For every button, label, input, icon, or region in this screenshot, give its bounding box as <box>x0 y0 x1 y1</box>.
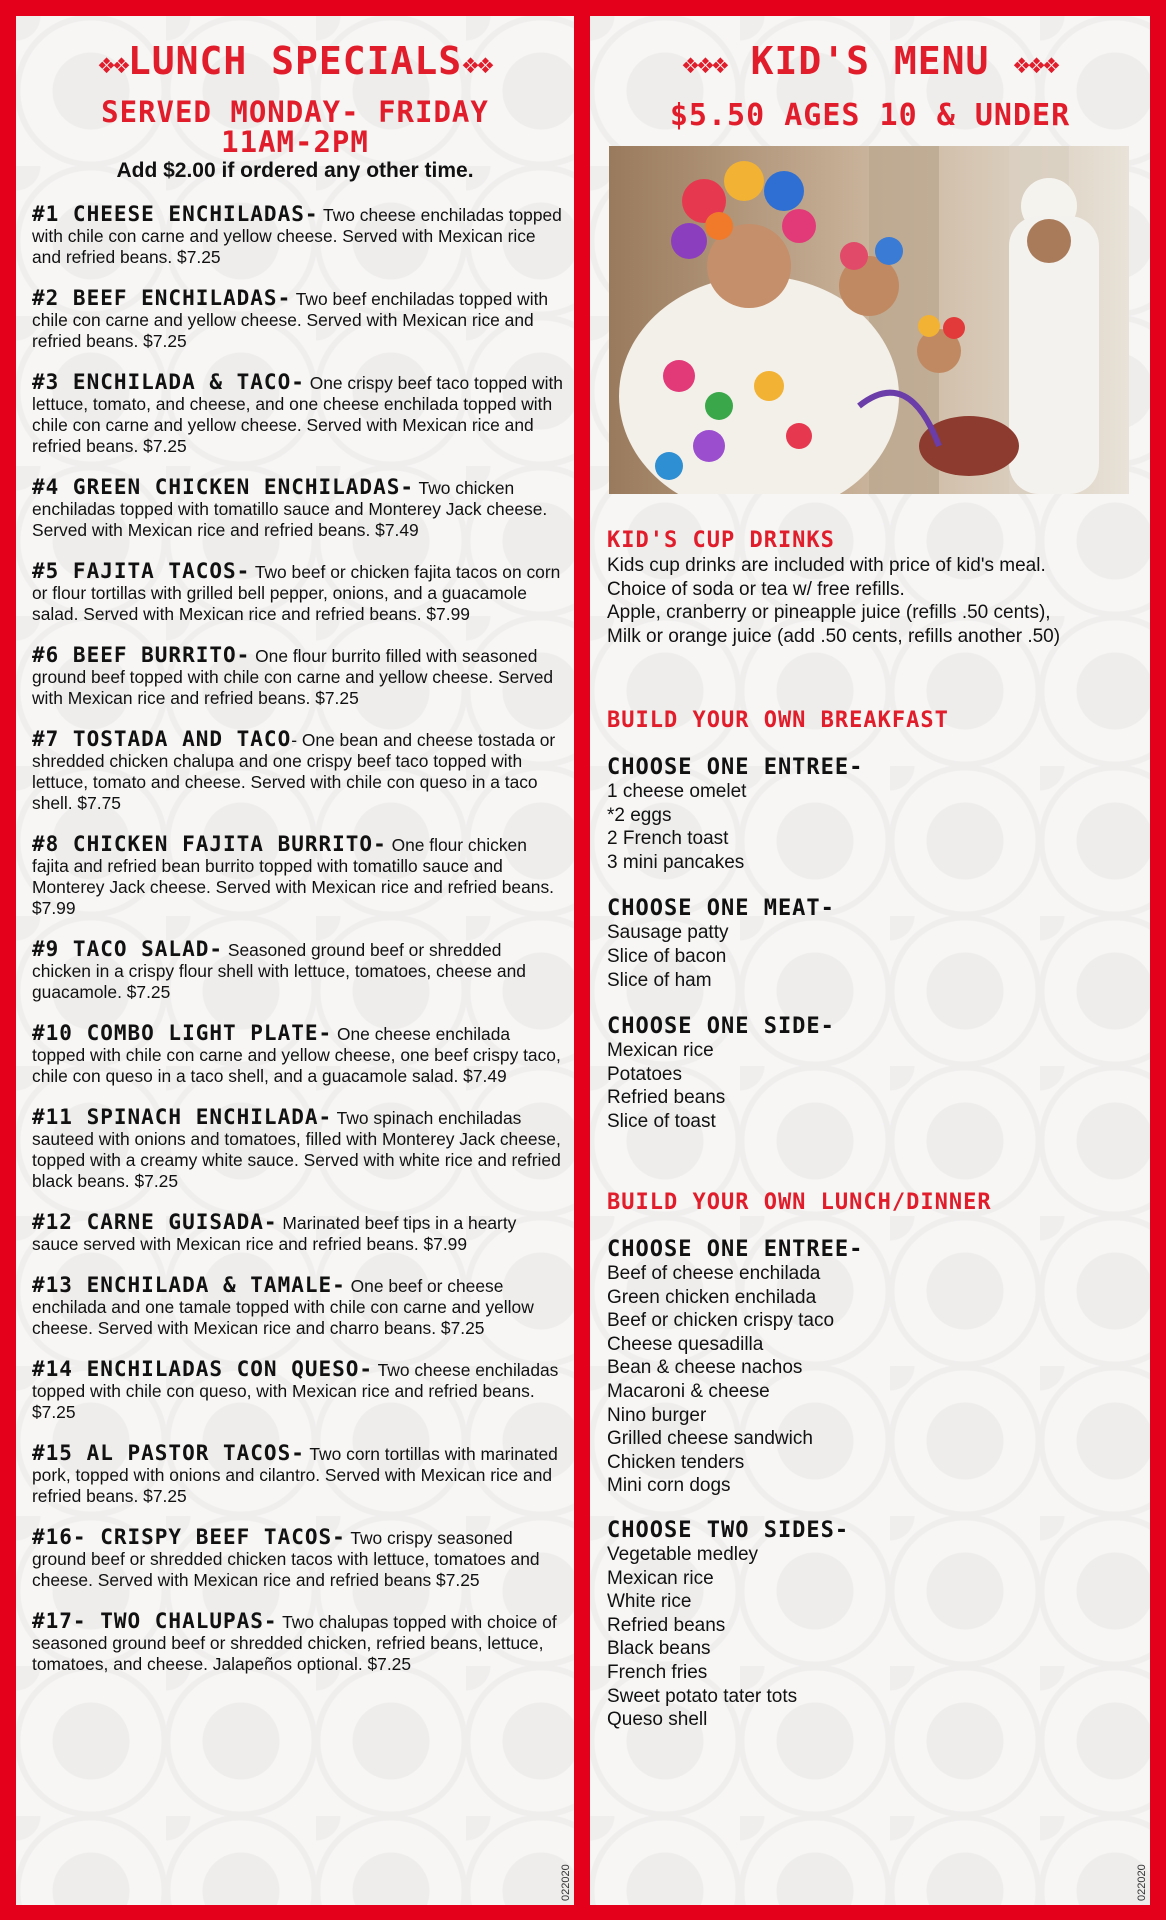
folklorico-dancers-photo <box>609 146 1129 494</box>
list-item: Potatoes <box>607 1063 682 1085</box>
item-desc: Two beef or chicken fajita tacos on corn or flour tortillas with grilled bell pepper, onions, and a guacamole salad. Served with Mexican rice and refried beans. $7.99 <box>32 562 561 624</box>
list-item: Sausage patty <box>607 922 729 944</box>
item-desc: Two beef enchiladas topped with chile con carne and yellow cheese. Served with Mexican rice and refried beans. $7.25 <box>32 289 549 351</box>
list-item: Macaroni & cheese <box>607 1380 770 1402</box>
kids-title-row <box>590 38 1150 87</box>
list-item: Sweet potato tater tots <box>607 1685 798 1707</box>
list-item: Beef or chicken crispy taco <box>607 1310 835 1332</box>
list-item: Slice of toast <box>607 1110 716 1132</box>
lunch-title: LUNCH SPECIALS <box>127 39 463 83</box>
item-desc: Marinated beef tips in a hearty sauce served with Mexican rice and refried beans. $7.99 <box>32 1213 517 1254</box>
drinks-heading: KID'S CUP DRINKS <box>607 528 835 553</box>
decorative-tile-icon: ❖❖❖ <box>1013 46 1058 80</box>
decorative-tile-icon: ❖❖❖ <box>682 46 727 80</box>
list-item <box>32 939 564 1003</box>
list-item: Slice of ham <box>607 969 712 991</box>
list-item: Vegetable medley <box>607 1543 759 1565</box>
item-name: #6 BEEF BURRITO- <box>32 643 251 667</box>
item-desc: Two spinach enchiladas sauteed with onions and tomatoes, filled with Monterey Jack cheese, topped with a creamy white sauce. Served with white rice and refried black beans. $7.25 <box>32 1108 561 1191</box>
list-item <box>32 204 564 268</box>
breakfast-section <box>607 708 1140 1134</box>
list-item: *2 eggs <box>607 804 672 826</box>
drinks-line: Apple, cranberry or pineapple juice (refills .50 cents), <box>607 602 1051 623</box>
list-item <box>32 1527 564 1591</box>
kids-drinks-section <box>607 528 1140 648</box>
drinks-line: Kids cup drinks are included with price of kid's meal. <box>607 555 1046 576</box>
lunch-specials-panel <box>16 16 574 1905</box>
list-item <box>32 372 564 457</box>
lunch-title-row <box>16 38 574 87</box>
list-item: Cheese quesadilla <box>607 1333 764 1355</box>
breakfast-meat-heading: CHOOSE ONE MEAT- <box>607 896 835 922</box>
kids-price: $5.50 AGES 10 & UNDER <box>669 97 1071 133</box>
list-item <box>32 561 564 625</box>
item-name: #10 COMBO LIGHT PLATE- <box>32 1021 333 1045</box>
list-item: French fries <box>607 1661 708 1683</box>
breakfast-heading: BUILD YOUR OWN BREAKFAST <box>607 708 949 733</box>
item-desc: Seasoned ground beef or shredded chicken in a crispy flour shell with lettuce, tomatoes, cheese and guacamole. $7.25 <box>32 940 526 1002</box>
item-name: #1 CHEESE ENCHILADAS- <box>32 202 319 226</box>
item-desc: - One bean and cheese tostada or shredded chicken chalupa and one crispy beef taco topped with lettuce, tomato and cheese. Served with chile con queso in a taco shell. $7.75 <box>32 730 556 813</box>
list-item <box>32 1443 564 1507</box>
list-item: Green chicken enchilada <box>607 1286 817 1308</box>
list-item: Queso shell <box>607 1709 708 1731</box>
item-name: #3 ENCHILADA & TACO- <box>32 370 305 394</box>
list-item: 1 cheese omelet <box>607 781 747 802</box>
print-code: 022020 <box>560 1864 572 1901</box>
list-item <box>32 1023 564 1087</box>
item-name: #12 CARNE GUISADA- <box>32 1210 278 1234</box>
list-item: Black beans <box>607 1638 711 1660</box>
list-item <box>32 1611 564 1675</box>
item-desc: One crispy beef taco topped with lettuce, tomato, and cheese, and one cheese enchilada topped with chile con carne and yellow cheese. Served with Mexican rice and refried beans. $7.25 <box>32 373 563 456</box>
list-item <box>32 1212 564 1255</box>
list-item: Slice of bacon <box>607 945 727 967</box>
list-item <box>32 1107 564 1192</box>
item-desc: Two chicken enchiladas topped with tomatillo sauce and Monterey Jack cheese. Served with Mexican rice and refried beans. $7.49 <box>32 478 548 540</box>
list-item: 2 French toast <box>607 828 729 850</box>
kids-title: KID'S MENU <box>750 39 990 83</box>
list-item: Grilled cheese sandwich <box>607 1428 813 1450</box>
list-item: Chicken tenders <box>607 1451 745 1473</box>
lunch-dinner-section <box>607 1190 1140 1732</box>
lunch-dinner-entree-heading: CHOOSE ONE ENTREE- <box>607 1237 864 1262</box>
kids-menu-panel <box>590 16 1150 1905</box>
list-item <box>32 645 564 709</box>
lunch-served-days: SERVED MONDAY- FRIDAY <box>101 94 489 129</box>
list-item: Mini corn dogs <box>607 1475 731 1497</box>
breakfast-side-heading: CHOOSE ONE SIDE- <box>607 1014 835 1040</box>
list-item: Nino burger <box>607 1404 707 1426</box>
list-item: Mexican rice <box>607 1567 714 1589</box>
item-desc: One flour chicken fajita and refried bean burrito topped with tomatillo sauce and Monterey Jack cheese. Served with Mexican rice and refried beans. $7.99 <box>32 835 554 918</box>
drinks-line: Choice of soda or tea w/ free refills. <box>607 578 905 600</box>
list-item <box>32 834 564 919</box>
item-name: #4 GREEN CHICKEN ENCHILADAS- <box>32 475 415 499</box>
item-name: #11 SPINACH ENCHILADA- <box>32 1105 333 1129</box>
photo-illustration <box>609 146 1129 494</box>
item-name: #9 TACO SALAD- <box>32 937 224 961</box>
list-item <box>32 729 564 814</box>
list-item <box>32 477 564 541</box>
item-name: #8 CHICKEN FAJITA BURRITO- <box>32 832 387 856</box>
list-item: Refried beans <box>607 1087 726 1109</box>
print-code: 022020 <box>1136 1864 1148 1901</box>
item-name: #17- TWO CHALUPAS- <box>32 1609 278 1633</box>
drinks-line: Milk or orange juice (add .50 cents, refills another .50) <box>607 625 1061 647</box>
breakfast-entree-heading: CHOOSE ONE ENTREE- <box>607 755 864 780</box>
list-item: Mexican rice <box>607 1040 714 1062</box>
list-item <box>32 1359 564 1423</box>
list-item <box>32 1275 564 1339</box>
lunch-header <box>16 38 574 183</box>
decorative-tile-icon: ❖❖ <box>462 46 492 80</box>
lunch-dinner-heading: BUILD YOUR OWN LUNCH/DINNER <box>607 1190 992 1215</box>
item-desc: One beef or cheese enchilada and one tamale topped with chile con carne and yellow cheese. Served with Mexican rice and charro beans. $7.25 <box>32 1276 534 1338</box>
item-name: #2 BEEF ENCHILADAS- <box>32 286 292 310</box>
item-name: #13 ENCHILADA & TAMALE- <box>32 1273 346 1297</box>
list-item: White rice <box>607 1591 692 1613</box>
item-name: #16- CRISPY BEEF TACOS- <box>32 1525 346 1549</box>
item-desc: Two crispy seasoned ground beef or shredded chicken tacos with lettuce, tomatoes and cheese. Served with Mexican rice and refried beans $7.25 <box>32 1528 540 1590</box>
list-item: Beef of cheese enchilada <box>607 1263 821 1284</box>
decorative-tile-icon: ❖❖ <box>98 46 128 80</box>
lunch-items-list <box>32 204 564 1695</box>
list-item <box>32 288 564 352</box>
lunch-hours: 11AM-2PM <box>221 124 369 159</box>
item-desc: One flour burrito filled with seasoned ground beef topped with chile con carne and yellow cheese. Served with Mexican rice and refried beans. $7.25 <box>32 646 554 708</box>
list-item: Bean & cheese nachos <box>607 1357 803 1379</box>
item-desc: Two cheese enchiladas topped with chile con carne and yellow cheese. Served with Mexican rice and refried beans. $7.25 <box>32 205 562 267</box>
list-item: Refried beans <box>607 1614 726 1636</box>
kids-header <box>590 38 1150 131</box>
item-desc: One cheese enchilada topped with chile con carne and yellow cheese, one beef crispy taco, chile con queso in a taco shell, and a guacamole salad. $7.49 <box>32 1024 561 1086</box>
item-name: #5 FAJITA TACOS- <box>32 559 251 583</box>
item-desc: Two cheese enchiladas topped with chile con queso, with Mexican rice and refried beans. $7.25 <box>32 1360 559 1422</box>
list-item: 3 mini pancakes <box>607 851 745 873</box>
item-name: #7 TOSTADA AND TACO <box>32 727 292 751</box>
item-desc: Two corn tortillas with marinated pork, topped with onions and cilantro. Served with Mexican rice and refried beans. $7.25 <box>32 1444 558 1506</box>
lunch-note: Add $2.00 if ordered any other time. <box>116 158 474 182</box>
item-name: #14 ENCHILADAS CON QUESO- <box>32 1357 374 1381</box>
lunch-dinner-sides-heading: CHOOSE TWO SIDES- <box>607 1517 850 1543</box>
item-desc: Two chalupas topped with choice of seasoned ground beef or shredded chicken, refried beans, lettuce, tomatoes, and cheese. Jalapeños optional. $7.25 <box>32 1612 557 1674</box>
item-name: #15 AL PASTOR TACOS- <box>32 1441 305 1465</box>
